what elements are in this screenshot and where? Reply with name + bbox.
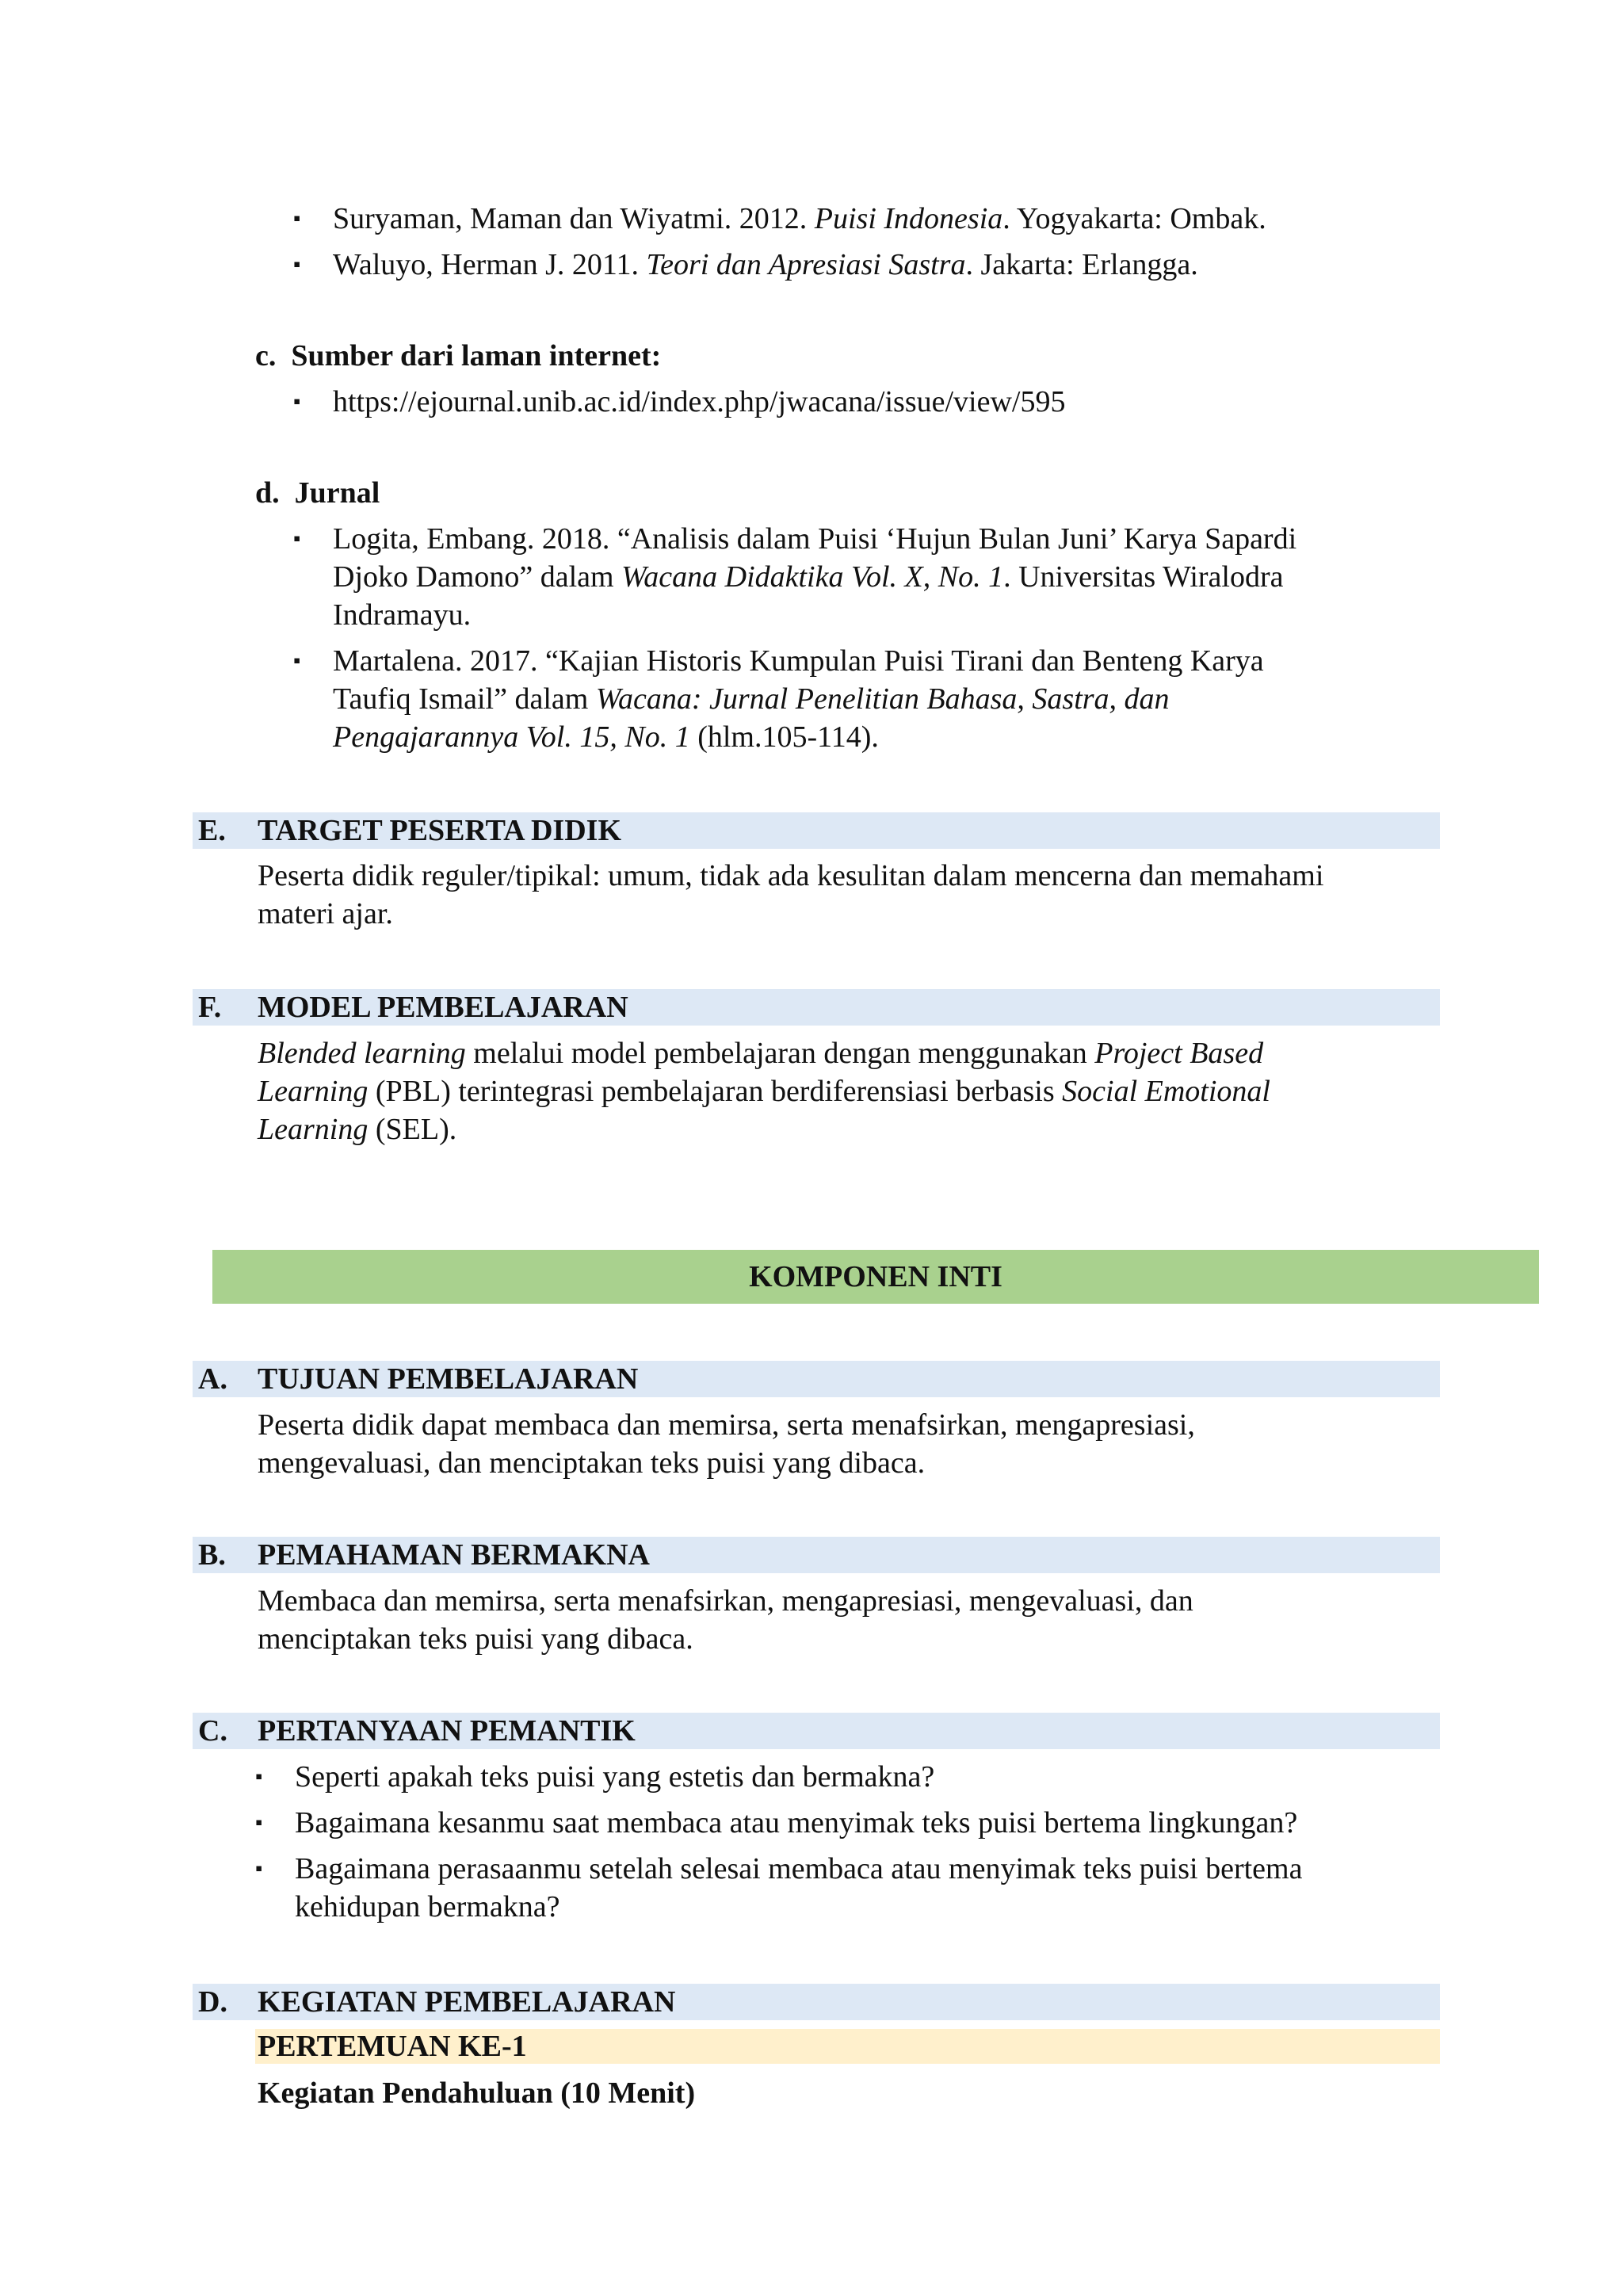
internet-url: https://ejournal.unib.ac.id/index.php/jwacana/issue/view/595 bbox=[333, 385, 1066, 418]
bullet: ▪ bbox=[255, 1811, 263, 1834]
section-letter: F. bbox=[198, 991, 222, 1024]
section-letter: D. bbox=[198, 1985, 227, 2019]
bullet: ▪ bbox=[293, 527, 301, 550]
section-title: TARGET PESERTA DIDIK bbox=[258, 814, 622, 847]
bullet: ▪ bbox=[293, 390, 301, 413]
section-title: KEGIATAN PEMBELAJARAN bbox=[258, 1985, 676, 2019]
section-letter: E. bbox=[198, 814, 226, 847]
bullet: ▪ bbox=[255, 1857, 263, 1880]
question-item: Bagaimana perasaanmu setelah selesai membaca atau menyimak teks puisi bertema kehidupan bermakna? bbox=[295, 1852, 1303, 1924]
reference-item: Suryaman, Maman dan Wiyatmi. 2012. Puisi Indonesia. Yogyakarta: Ombak. bbox=[333, 202, 1266, 235]
section-body: Membaca dan memirsa, serta menafsirkan, mengapresiasi, mengevaluasi, dan menciptakan teks puisi yang dibaca. bbox=[258, 1584, 1193, 1656]
question-item: Seperti apakah teks puisi yang estetis dan bermakna? bbox=[295, 1760, 935, 1794]
komponen-title: KOMPONEN INTI bbox=[749, 1260, 1002, 1293]
section-body: Blended learning melalui model pembelajaran dengan menggunakan Project Based Learning (PBL) terintegrasi pembelajaran berdiferensiasi berbasis Social Emotional Learning (SEL). bbox=[258, 1037, 1270, 1146]
section-letter: C. bbox=[198, 1714, 227, 1748]
section-letter: A. bbox=[198, 1362, 227, 1396]
reference-item: Waluyo, Herman J. 2011. Teori dan Apresiasi Sastra. Jakarta: Erlangga. bbox=[333, 248, 1198, 281]
pertemuan-title: PERTEMUAN KE-1 bbox=[258, 2030, 527, 2063]
jurnal-item-1: Logita, Embang. 2018. “Analisis dalam Puisi ‘Hujun Bulan Juni’ Karya Sapardi Djoko Damono” dalam Wacana Didaktika Vol. X, No. 1. Universitas Wiralodra Indramayu. bbox=[333, 522, 1297, 632]
section-title: PERTANYAAN PEMANTIK bbox=[258, 1714, 636, 1748]
bullet: ▪ bbox=[293, 207, 301, 230]
bullet: ▪ bbox=[293, 649, 301, 672]
question-item: Bagaimana kesanmu saat membaca atau menyimak teks puisi bertema lingkungan? bbox=[295, 1806, 1298, 1839]
section-title: MODEL PEMBELAJARAN bbox=[258, 991, 628, 1024]
jurnal-item-2: Martalena. 2017. “Kajian Historis Kumpulan Puisi Tirani dan Benteng Karya Taufiq Ismail” dalam Wacana: Jurnal Penelitian Bahasa, Sastra, dan Pengajarannya Vol. 15, No. 1 (hlm.105-114). bbox=[333, 644, 1264, 754]
bullet: ▪ bbox=[293, 253, 301, 276]
section-title: PEMAHAMAN BERMAKNA bbox=[258, 1538, 651, 1572]
section-body: Peserta didik reguler/tipikal: umum, tidak ada kesulitan dalam mencerna dan memahami materi ajar. bbox=[258, 859, 1324, 930]
section-body: Peserta didik dapat membaca dan memirsa, serta menafsirkan, mengapresiasi, mengevaluasi, dan menciptakan teks puisi yang dibaca. bbox=[258, 1408, 1195, 1480]
bullet: ▪ bbox=[255, 1765, 263, 1788]
kegiatan-heading: Kegiatan Pendahuluan (10 Menit) bbox=[258, 2076, 696, 2110]
section-title: TUJUAN PEMBELAJARAN bbox=[258, 1362, 639, 1396]
section-letter: B. bbox=[198, 1538, 226, 1572]
subheading-internet: c. Sumber dari laman internet: bbox=[255, 339, 662, 372]
subheading-jurnal: d. Jurnal bbox=[255, 476, 380, 510]
